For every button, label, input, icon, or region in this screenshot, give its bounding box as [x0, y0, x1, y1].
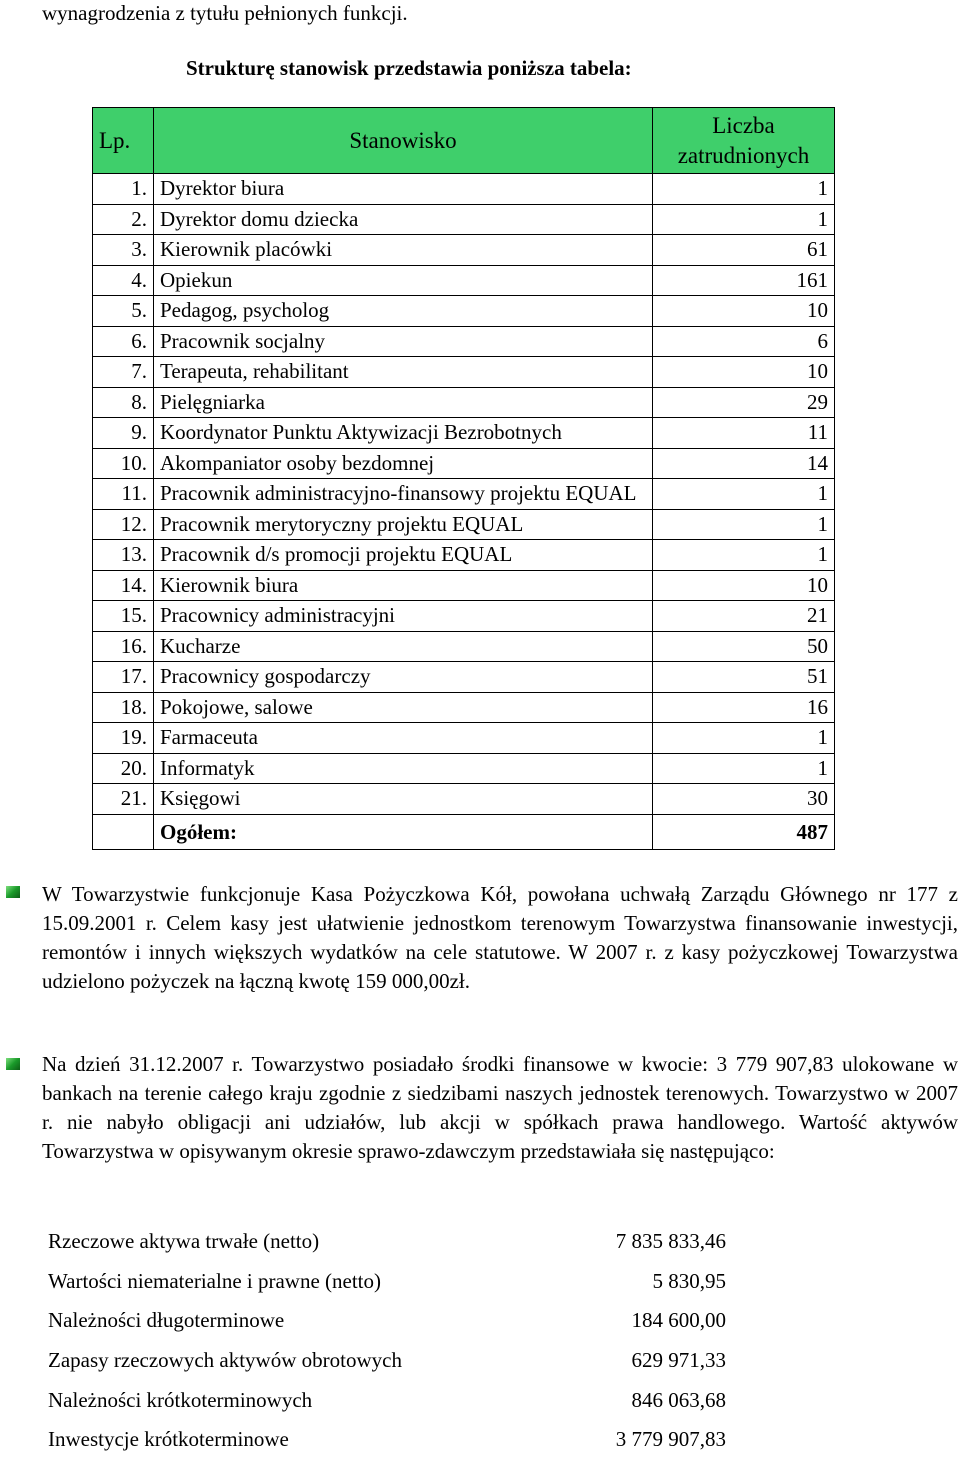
row-count: 10 [653, 570, 835, 601]
header-position: Stanowisko [154, 108, 653, 174]
asset-row [48, 1380, 748, 1420]
asset-label: Inwestycje krótkoterminowe [48, 1427, 289, 1452]
green-square-bullet-icon [6, 886, 20, 898]
staff-table [92, 107, 835, 850]
table-row [93, 448, 835, 479]
row-count: 1 [653, 540, 835, 571]
table-row [93, 662, 835, 693]
header-count [653, 108, 835, 174]
table-row [93, 692, 835, 723]
table-row [93, 235, 835, 266]
row-lp: 3. [93, 235, 154, 266]
asset-row [48, 1301, 748, 1341]
row-position: Pokojowe, salowe [154, 692, 653, 723]
asset-value: 3 779 907,83 [615, 1427, 726, 1452]
table-row [93, 723, 835, 754]
asset-value: 5 830,95 [652, 1268, 726, 1293]
asset-value: 7 835 833,46 [615, 1229, 726, 1254]
row-position: Akompaniator osoby bezdomnej [154, 448, 653, 479]
row-count: 51 [653, 662, 835, 693]
row-position: Kucharze [154, 631, 653, 662]
row-count: 50 [653, 631, 835, 662]
asset-label: Wartości niematerialne i prawne (netto) [48, 1268, 381, 1293]
row-lp: 19. [93, 723, 154, 754]
row-lp: 18. [93, 692, 154, 723]
total-empty-cell [93, 814, 154, 849]
row-position: Pielęgniarka [154, 387, 653, 418]
row-count: 1 [653, 753, 835, 784]
row-count: 10 [653, 296, 835, 327]
table-row [93, 509, 835, 540]
row-count: 1 [653, 509, 835, 540]
asset-label: Należności długoterminowe [48, 1308, 285, 1333]
row-lp: 9. [93, 418, 154, 449]
table-row [93, 540, 835, 571]
row-lp: 2. [93, 204, 154, 235]
asset-row [48, 1222, 748, 1262]
asset-value: 184 600,00 [631, 1308, 726, 1333]
row-position: Pracownik d/s promocji projektu EQUAL [154, 540, 653, 571]
row-position: Dyrektor domu dziecka [154, 204, 653, 235]
row-count: 10 [653, 357, 835, 388]
asset-label: Zapasy rzeczowych aktywów obrotowych [48, 1348, 402, 1373]
table-row [93, 326, 835, 357]
row-count: 6 [653, 326, 835, 357]
green-square-bullet-icon [6, 1058, 20, 1070]
row-lp: 15. [93, 601, 154, 632]
table-row [93, 296, 835, 327]
row-lp: 7. [93, 357, 154, 388]
row-lp: 5. [93, 296, 154, 327]
table-row [93, 357, 835, 388]
row-position: Pracownik socjalny [154, 326, 653, 357]
row-position: Pracownicy administracyjni [154, 601, 653, 632]
table-row [93, 265, 835, 296]
table-row [93, 479, 835, 510]
row-position: Pracownik merytoryczny projektu EQUAL [154, 509, 653, 540]
row-lp: 13. [93, 540, 154, 571]
asset-row [48, 1420, 748, 1460]
row-count: 21 [653, 601, 835, 632]
row-lp: 6. [93, 326, 154, 357]
row-count: 11 [653, 418, 835, 449]
table-row [93, 570, 835, 601]
asset-value: 629 971,33 [631, 1348, 726, 1373]
row-position: Koordynator Punktu Aktywizacji Bezrobotnych [154, 418, 653, 449]
row-count: 30 [653, 784, 835, 815]
header-count-line2: zatrudnionych [677, 143, 810, 168]
row-position: Kierownik biura [154, 570, 653, 601]
total-row [93, 814, 835, 849]
row-lp: 10. [93, 448, 154, 479]
table-row [93, 174, 835, 205]
row-lp: 11. [93, 479, 154, 510]
total-value: 487 [653, 814, 835, 849]
row-count: 161 [653, 265, 835, 296]
asset-row [48, 1341, 748, 1381]
table-header-row [93, 108, 835, 174]
row-count: 14 [653, 448, 835, 479]
row-count: 61 [653, 235, 835, 266]
row-count: 1 [653, 204, 835, 235]
row-position: Dyrektor biura [154, 174, 653, 205]
row-count: 1 [653, 174, 835, 205]
total-label: Ogółem: [154, 814, 653, 849]
header-count-line1: Liczba [712, 113, 775, 138]
asset-row [48, 1262, 748, 1302]
row-position: Księgowi [154, 784, 653, 815]
row-count: 29 [653, 387, 835, 418]
table-row [93, 418, 835, 449]
row-lp: 17. [93, 662, 154, 693]
row-lp: 20. [93, 753, 154, 784]
row-count: 1 [653, 723, 835, 754]
row-position: Pracownik administracyjno-finansowy projektu EQUAL [154, 479, 653, 510]
row-lp: 8. [93, 387, 154, 418]
table-row [93, 387, 835, 418]
row-lp: 21. [93, 784, 154, 815]
assets-table [48, 1222, 748, 1460]
row-count: 16 [653, 692, 835, 723]
row-position: Informatyk [154, 753, 653, 784]
table-row [93, 631, 835, 662]
header-lp: Lp. [93, 108, 154, 174]
intro-line: wynagrodzenia z tytułu pełnionych funkcji. [42, 1, 408, 25]
row-position: Pedagog, psycholog [154, 296, 653, 327]
row-lp: 16. [93, 631, 154, 662]
asset-value: 846 063,68 [631, 1387, 726, 1412]
row-position: Terapeuta, rehabilitant [154, 357, 653, 388]
row-position: Kierownik placówki [154, 235, 653, 266]
table-row [93, 204, 835, 235]
table-row [93, 753, 835, 784]
table-row [93, 784, 835, 815]
row-lp: 12. [93, 509, 154, 540]
funds-paragraph: Na dzień 31.12.2007 r. Towarzystwo posiadało środki finansowe w kwocie: 3 779 907,83 ulokowane w bankach na terenie całego kraju zgodnie z siedzibami naszych jednostek terenowych. Towarzystwo w 2007 r. nie nabyło obligacji ani udziałów, lub akcji w spółkach prawa handlowego. Wartość aktywów Towarzystwa w opisywanym okresie sprawo-zdawczym przedstawiała się następująco: [42, 1052, 958, 1163]
row-position: Opiekun [154, 265, 653, 296]
asset-label: Rzeczowe aktywa trwałe (netto) [48, 1229, 320, 1254]
row-lp: 4. [93, 265, 154, 296]
asset-label: Należności krótkoterminowych [48, 1387, 313, 1412]
table-caption: Strukturę stanowisk przedstawia poniższa tabela: [186, 56, 632, 80]
row-lp: 1. [93, 174, 154, 205]
table-row [93, 601, 835, 632]
kasa-paragraph: W Towarzystwie funkcjonuje Kasa Pożyczkowa Kół, powołana uchwałą Zarządu Głównego nr 177 z 15.09.2001 r. Celem kasy jest ułatwienie jednostkom terenowym Towarzystwa finansowanie inwestycji, remontów i innych większych wydatków na cele statutowe. W 2007 r. z kasy pożyczkowej Towarzystwa udzielono pożyczek na łączną kwotę 159 000,00zł. [42, 882, 958, 993]
row-position: Pracownicy gospodarczy [154, 662, 653, 693]
row-position: Farmaceuta [154, 723, 653, 754]
row-count: 1 [653, 479, 835, 510]
row-lp: 14. [93, 570, 154, 601]
